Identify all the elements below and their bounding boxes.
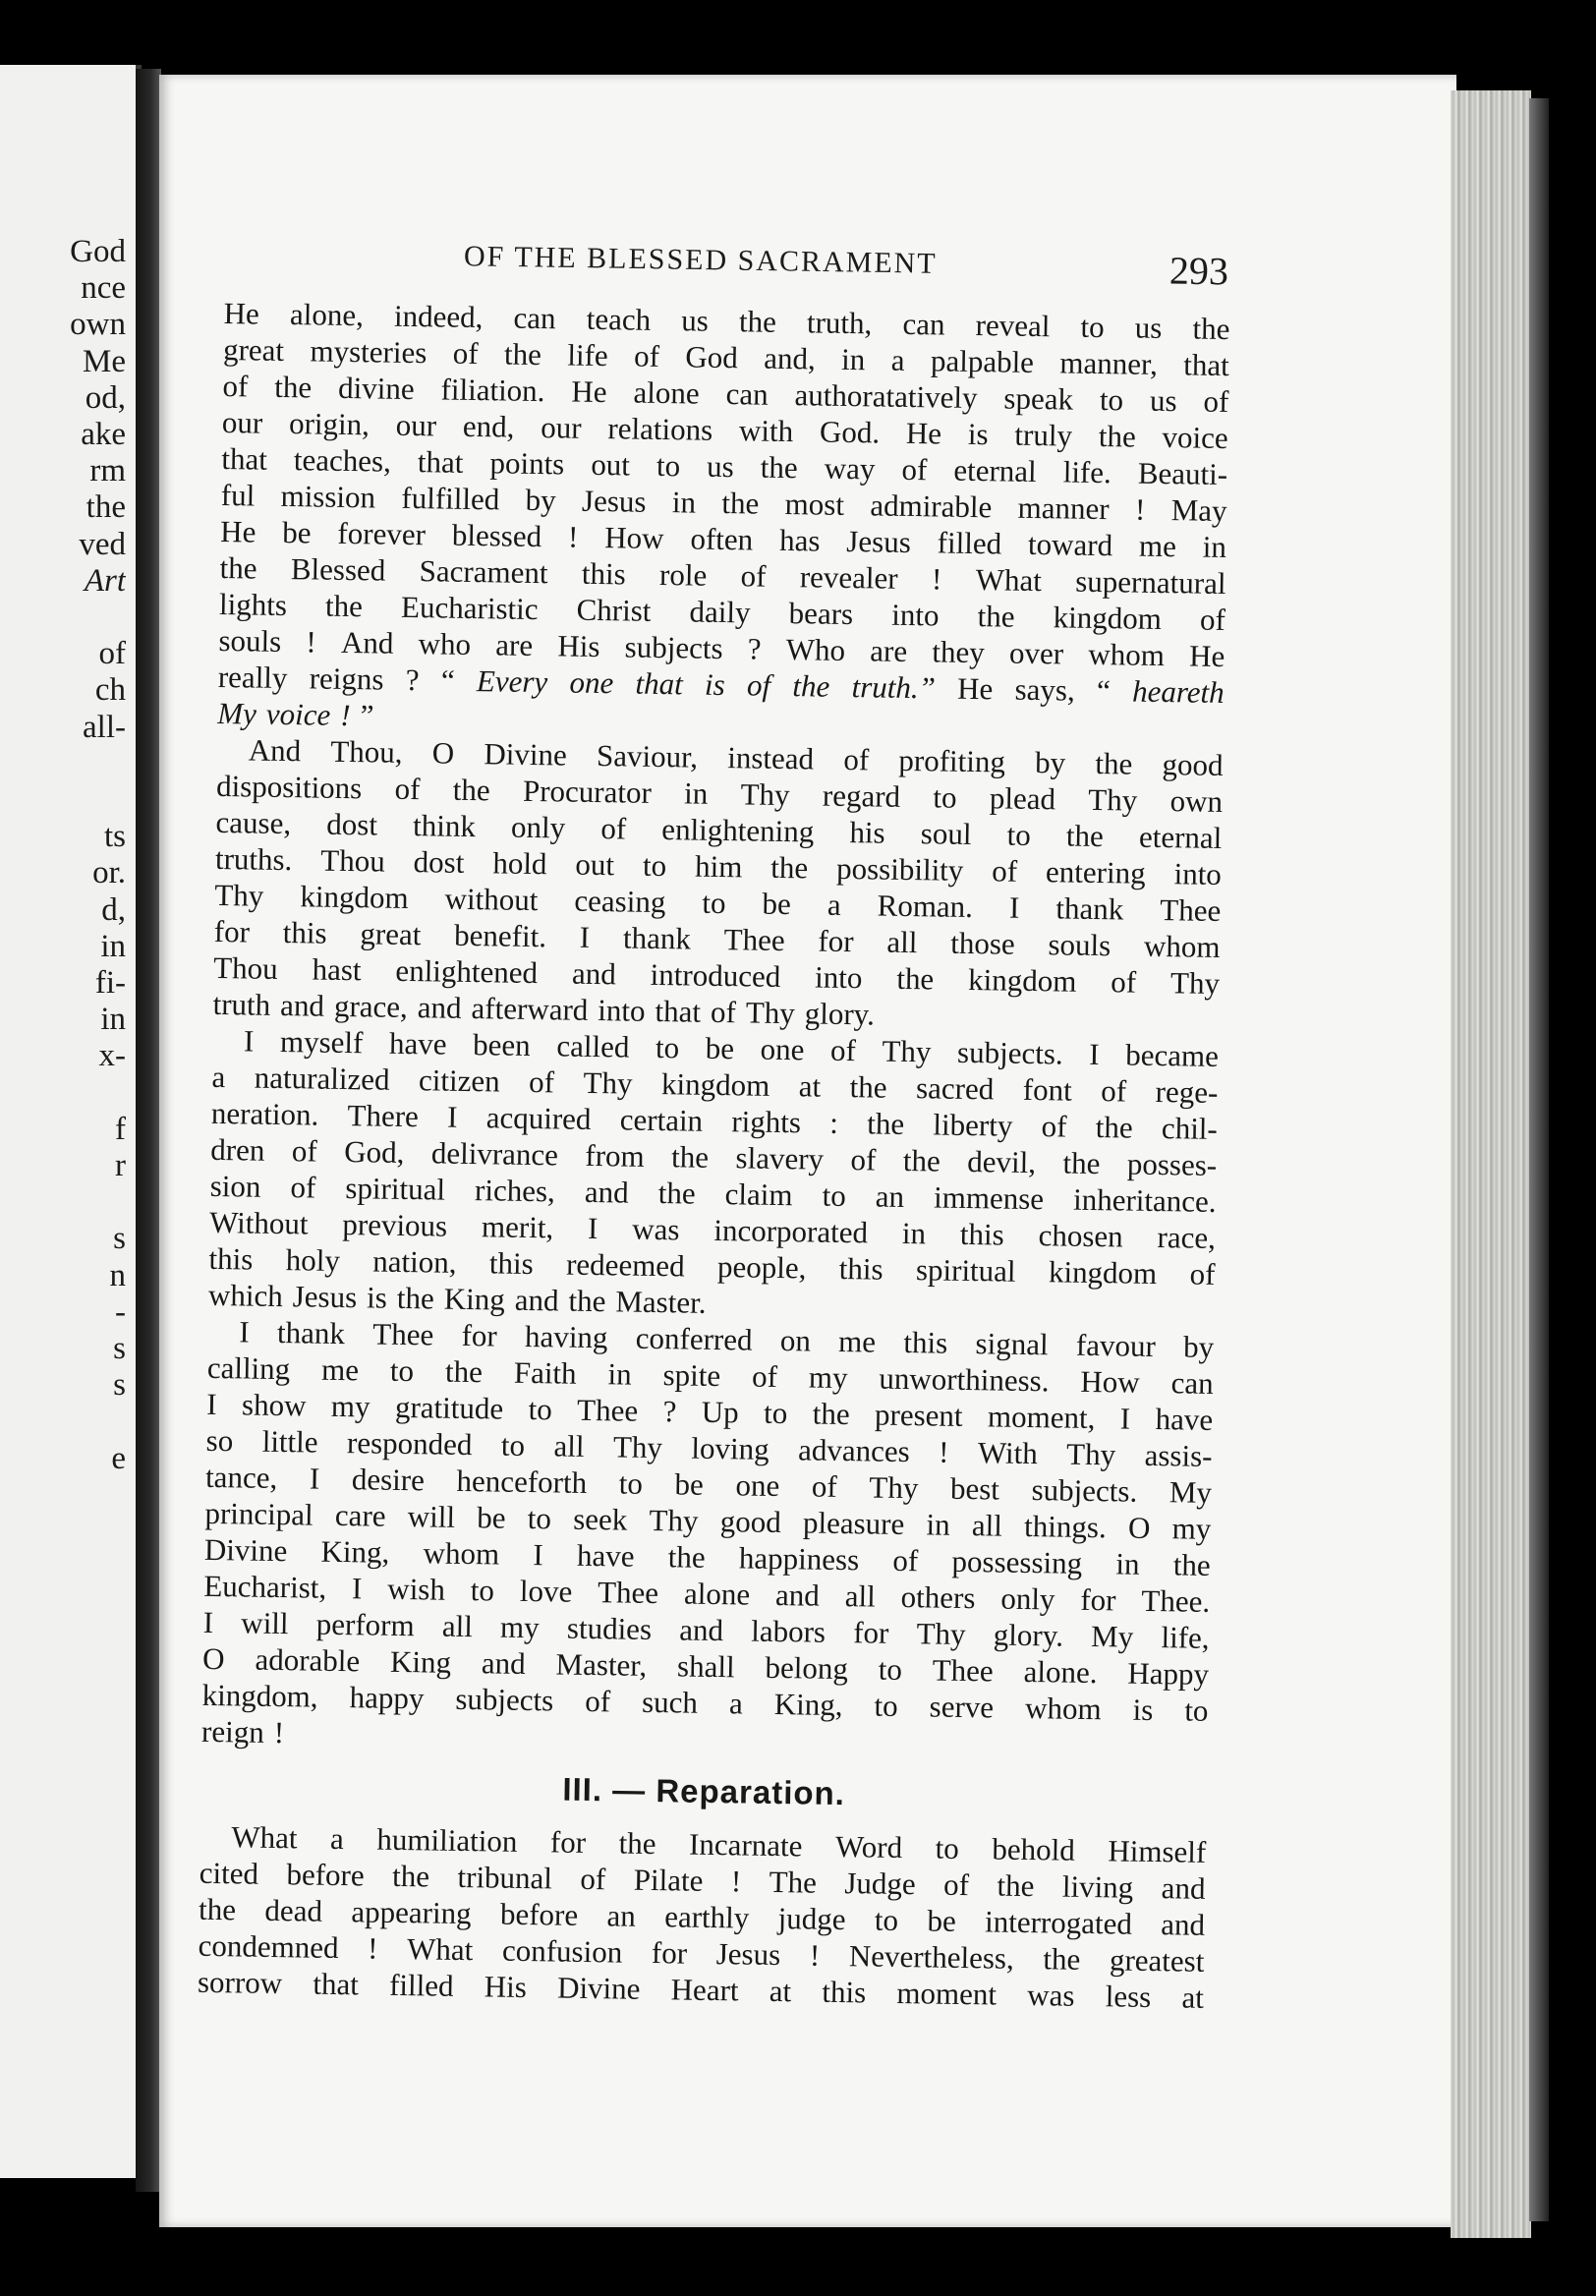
text-line: Divine King, whom I have the happiness of possessing in the: [203, 1531, 1212, 1582]
facing-page-fragment: ved: [79, 526, 126, 562]
facing-page-fragment: Me: [83, 343, 126, 379]
text-line: I will perform all my studies and labors for Thy glory. My life,: [202, 1604, 1210, 1655]
text-line: our origin, our end, our relations with God. He is truly the voice: [221, 404, 1228, 456]
facing-page-fragment: fi-: [94, 965, 126, 1001]
text-line: What a humiliation for the Incarnate Word to behold Himself: [231, 1819, 1207, 1869]
running-head: OF THE BLESSED SACRAMENT: [463, 240, 938, 280]
text-line: He alone, indeed, can teach us the truth, can reveal to us the: [223, 295, 1230, 347]
facing-page-fragment: the: [86, 489, 126, 526]
facing-page-fragment: ch: [94, 672, 126, 709]
text-line: dren of God, delivrance from the slavery of the devil, the posses-: [210, 1131, 1218, 1182]
text-line: truths. Thou dost hold out to him the possibility of entering into: [214, 840, 1223, 892]
text-line: I show my gratitude to Thee ? Up to the present moment, I have: [205, 1386, 1214, 1437]
text-line: And Thou, O Divine Saviour, instead of profiting by the good: [248, 732, 1224, 783]
facing-page-fragment: x-: [98, 1038, 126, 1074]
text-line: of the divine filiation. He alone can authoratatively speak to us of: [222, 368, 1229, 420]
text-line: truth and grace, and afterward into that of Thy glory.: [212, 986, 876, 1032]
facing-page-fragment: n: [109, 1257, 126, 1293]
facing-page-fragment: Art: [84, 562, 126, 599]
facing-page-fragment: nce: [81, 270, 126, 307]
text-line: reign !: [200, 1713, 285, 1751]
text-line: which Jesus is the King and the Master.: [207, 1277, 707, 1320]
text-line: sorrow that filled His Divine Heart at this moment was less at: [197, 1964, 1205, 2015]
text-line: I myself have been called to be one of Thy subjects. I became: [243, 1023, 1220, 1073]
facing-page-fragment: r: [115, 1148, 126, 1183]
text-line: lights the Eucharistic Christ daily bears into the kingdom of: [218, 586, 1226, 638]
text-line: My voice ! ”: [217, 695, 374, 733]
text-line: that teaches, that points out to us the way of eternal life. Beauti-: [221, 440, 1228, 492]
text-line: principal care will be to seek Thy good pleasure in all things. O my: [204, 1495, 1212, 1546]
facing-page-edge: [0, 65, 142, 2178]
text-line: Eucharist, I wish to love Thee alone and all others only for Thee.: [203, 1568, 1211, 1619]
text-line: Thou hast enlightened and introduced into the kingdom of Thy: [212, 949, 1221, 1001]
facing-page-fragment: ake: [81, 417, 126, 452]
page-stack-edges: [1451, 90, 1531, 2238]
book-gutter: [136, 69, 161, 2192]
text-line: ful mission fulfilled by Jesus in the most admirable manner ! May: [220, 477, 1227, 529]
facing-page-fragment: f: [115, 1111, 126, 1147]
text-line: He be forever blessed ! How often has Jesus filled toward me in: [219, 513, 1227, 565]
facing-page-fragment: s: [113, 1367, 126, 1404]
text-line: dispositions of the Procurator in Thy regard to plead Thy own: [215, 768, 1224, 820]
text-line: kingdom, happy subjects of such a King, to serve whom is to: [201, 1677, 1209, 1728]
facing-page-fragment: rm: [89, 453, 126, 489]
text-line: condemned ! What confusion for Jesus ! Nevertheless, the greatest: [198, 1927, 1205, 1979]
text-line: great mysteries of the life of God and, in a palpable manner, that: [222, 331, 1230, 383]
facing-page-fragment: ts: [103, 819, 126, 855]
text-line: for this great benefit. I thank Thee for all those souls whom: [213, 913, 1221, 965]
text-line: so little responded to all Thy loving advances ! With Thy assis-: [205, 1422, 1213, 1473]
text-line: calling me to the Faith in spite of my unworthiness. How can: [206, 1349, 1214, 1401]
facing-page-fragment: God: [70, 234, 126, 269]
text-line: tance, I desire henceforth to be one of Thy best subjects. My: [204, 1459, 1213, 1510]
facing-page-fragment: in: [100, 928, 126, 964]
text-line: neration. There I acquired certain rights : the liberty of the chil-: [210, 1095, 1219, 1146]
book-cover-edge: [1529, 98, 1549, 2221]
facing-page-fragment: d,: [101, 891, 126, 928]
text-line: cited before the tribunal of Pilate ! The Judge of the living and: [199, 1855, 1206, 1906]
facing-page-fragment: s: [113, 1331, 126, 1366]
final-paragraph: [198, 1818, 1207, 2016]
facing-page-fragment: own: [70, 307, 126, 343]
text-line: Thy kingdom without ceasing to be a Roman. I thank Thee: [214, 877, 1222, 929]
section-heading: III. — Reparation.: [562, 1770, 846, 1812]
body-text: [198, 295, 1230, 2016]
text-line: this holy nation, this redeemed people, this spiritual kingdom of: [208, 1240, 1216, 1292]
text-line: Without previous merit, I was incorporated in this chosen race,: [208, 1204, 1217, 1255]
text-line: cause, dost think only of enlightening his soul to the eternal: [215, 804, 1223, 856]
facing-page-fragment: -: [115, 1293, 126, 1330]
facing-page-fragment: e: [111, 1440, 126, 1476]
paragraphs: [201, 295, 1230, 1765]
text-line: O adorable King and Master, shall belong to Thee alone. Happy: [201, 1640, 1210, 1692]
text-line: souls ! And who are His subjects ? Who are they over whom He: [218, 622, 1226, 674]
facing-page-fragment: in: [100, 1002, 126, 1038]
text-line: a naturalized citizen of Thy kingdom at the sacred font of rege-: [211, 1059, 1219, 1110]
text-line: sion of spiritual riches, and the claim to an immense inheritance.: [209, 1168, 1217, 1219]
facing-page-fragment: s: [113, 1221, 126, 1257]
text-line: I thank Thee for having conferred on me this signal favour by: [239, 1314, 1215, 1364]
text-line: the Blessed Sacrament this role of revealer ! What supernatural: [219, 549, 1226, 602]
page-number: 293: [1168, 248, 1229, 294]
text-line: really reigns ? “ Every one that is of the truth.” He says, “ heareth: [217, 659, 1225, 711]
text-line: the dead appearing before an earthly judge to be interrogated and: [198, 1891, 1206, 1942]
facing-page-fragment: od,: [85, 379, 126, 416]
facing-page-fragment: or.: [92, 855, 126, 891]
facing-page-fragment: of: [98, 636, 126, 672]
facing-page-fragment: all-: [83, 709, 126, 745]
